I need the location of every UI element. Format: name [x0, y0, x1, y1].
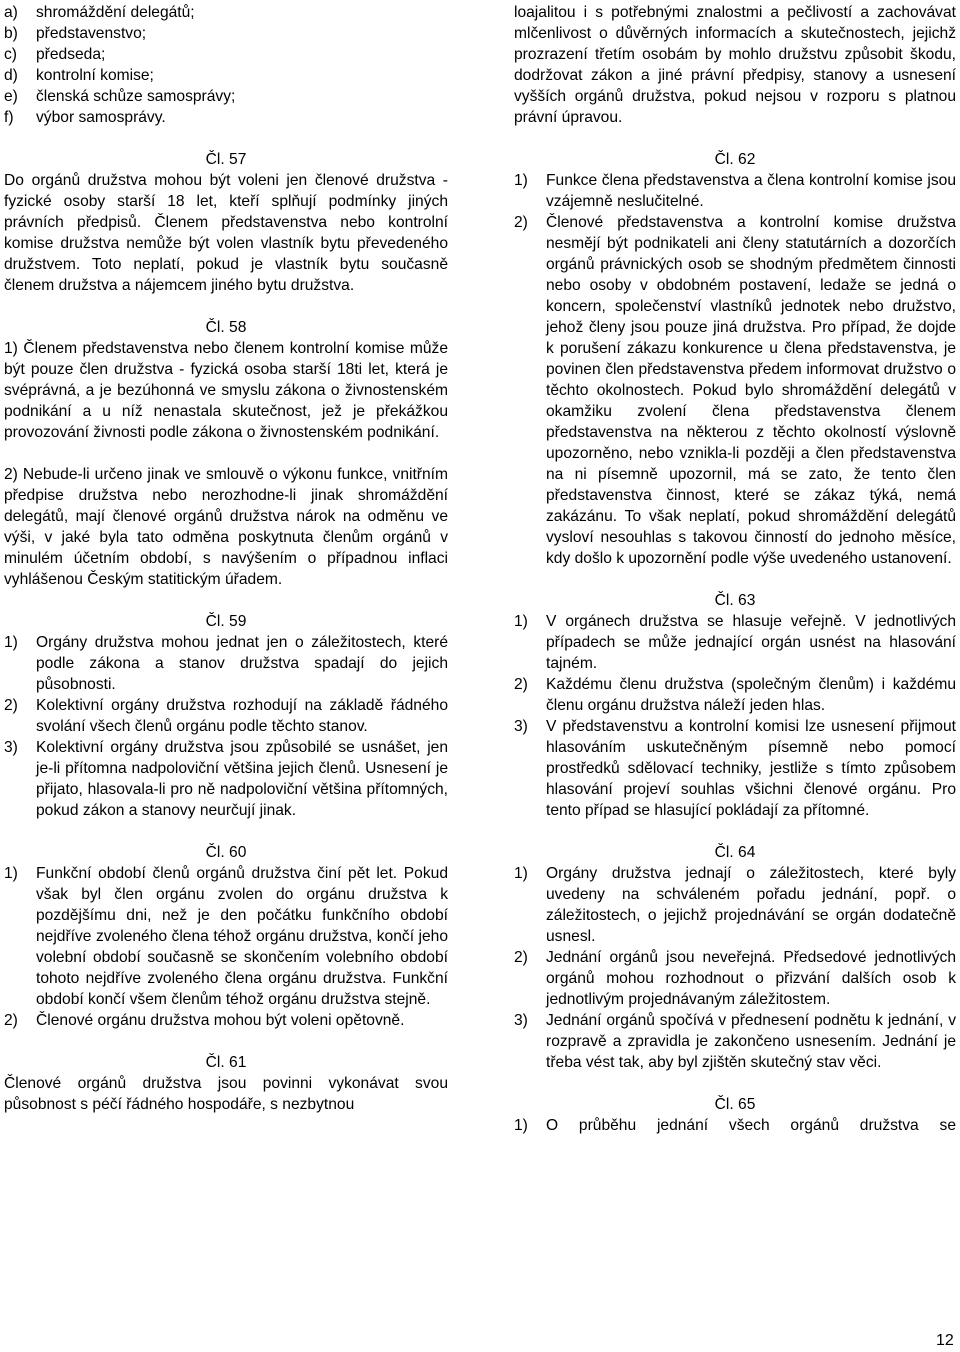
article-62-heading: Čl. 62	[714, 151, 756, 168]
page-number: 12	[936, 1332, 954, 1349]
list-item: 3) Jednání orgánů spočívá v přednesení podnětu k jednání, v rozpravě a zpravidla je zakončeno usnesením. Jednání je třeba vést tak, aby byl zjištěn skutečný stav věci.	[514, 1012, 956, 1071]
list-item: 1) Funkce člena představenstva a člena kontrolní komise jsou vzájemně neslučitelné.	[514, 172, 956, 210]
list-item: 1) Funkční období členů orgánů družstva činí pět let. Pokud však byl člen orgánu zvolen do orgánu družstva k pozdějšímu dni, než je den počátku funkčního období nejdříve zvoleného člena téhož orgánu družstva, končí jeho volební období současně se skončením volebního období tohoto nejdříve zvoleného člena orgánu družstva. Funkční období končí všem členům téhož orgánu družstva stejně.	[4, 865, 448, 1008]
article-64-heading: Čl. 64	[714, 844, 756, 861]
list-item: 2) Jednání orgánů jsou neveřejná. Předsedové jednotlivých orgánů mohou rozhodnout o přizvání dalších osob k jednotlivým projednávaným záležitostem.	[514, 949, 956, 1008]
article-58-para-1: 1) Členem představenstva nebo členem kontrolní komise může být pouze člen družstva - fyzická osoba starší 18ti let, která je svéprávná, a je bezúhonná ve smyslu zákona o živnostenském podnikání a u níž nenastala skutečnost, jež je překážkou provozování živnosti podle zákona o živnostenském podnikání.	[4, 340, 448, 441]
list-item: 2) Každému členu družstva (společným členům) i každému členu orgánu družstva náleží jeden hlas.	[514, 676, 956, 714]
list-item: 1) Orgány družstva jednají o záležitostech, které byly uvedeny na schváleném pořadu jednání, popř. o záležitostech, o jejichž projednávání se orgán dodatečně usnesl.	[514, 865, 956, 945]
list-item: f) výbor samosprávy.	[4, 109, 166, 126]
article-58-heading: Čl. 58	[205, 319, 247, 336]
article-61-continuation: loajalitou i s potřebnými znalostmi a pečlivostí a zachovávat mlčenlivost o důvěrných informacích a skutečnostech, jejichž prozrazení třetím osobám by mohlo družstvu způsobit škodu, dodržovat zákon a jiné právní předpisy, stanovy a usnesení vyšších orgánů družstva, pokud nejsou v rozporu s platnou právní úpravou.	[514, 4, 956, 126]
list-item: 1) Orgány družstva mohou jednat jen o záležitostech, které podle zákona a stanov družstva spadají do jejich působnosti.	[4, 634, 448, 693]
list-item: 2) Kolektivní orgány družstva rozhodují na základě řádného svolání všech členů orgánu podle těchto stanov.	[4, 697, 448, 735]
article-57-text: Do orgánů družstva mohou být voleni jen členové družstva - fyzické osoby starší 18 let, kteří splňují podmínky jiných právních předpisů. Členem představenstva nebo kontrolní komise družstva nemůže být volen vlastník bytu převedeného družstvem. Toto neplatí, pokud je vlastník bytu současně členem družstva a nájemcem jiného bytu družstva.	[4, 172, 448, 294]
left-column	[4, 2, 448, 1115]
list-item: 1) O průběhu jednání všech orgánů družstva se	[514, 1117, 956, 1134]
list-item: e) členská schůze samosprávy;	[4, 88, 236, 105]
list-item: 2) Členové orgánu družstva mohou být voleni opětovně.	[4, 1012, 405, 1029]
right-column	[514, 2, 956, 1136]
article-61-heading: Čl. 61	[205, 1054, 247, 1071]
list-item: 3) Kolektivní orgány družstva jsou způsobilé se usnášet, jen je-li přítomna nadpoloviční většina jejich členů. Usnesení je přijato, hlasovala-li pro ně nadpoloviční většina přítomných, pokud zákon a stanovy neurčují jinak.	[4, 739, 448, 819]
list-item: d) kontrolní komise;	[4, 67, 154, 84]
article-61-text: Členové orgánů družstva jsou povinni vykonávat svou působnost s péčí řádného hospodáře, s nezbytnou	[4, 1075, 448, 1113]
list-item: 3) V představenstvu a kontrolní komisi lze usnesení přijmout hlasováním uskutečněným písemně nebo pomocí prostředků sdělovací techniky, jestliže s tímto způsobem hlasování projeví souhlas všichni členové orgánu. Pro tento případ se hlasující pokládají za přítomné.	[514, 718, 956, 819]
list-item: b) představenstvo;	[4, 25, 147, 42]
list-item: c) předseda;	[4, 46, 106, 63]
list-item: 1) V orgánech družstva se hlasuje veřejně. V jednotlivých případech se může jednající orgán usnést na hlasování tajném.	[514, 613, 956, 672]
list-item: 2) Členové představenstva a kontrolní komise družstva nesmějí být podnikateli ani členy statutárních a dozorčích orgánů právnických osob se shodným předmětem činnosti nebo osoby v obdobném postavení, ledaže se jedná o koncern, společenství vlastníků jednotek nebo družstvo, jehož členy jsou pouze jiná družstva. Pro případ, že dojde k porušení zákazu konkurence u člena představenstva, je povinen člen představenstva předem informovat družstvo o těchto okolnostech. Pokud bylo shromáždění delegátů v okamžiku zvolení člena představenstva členem představenstva na některou z těchto okolností výslovně upozorněno, nebo vznikla-li později a člen představenstva na ni písemně upozornil, má se zato, že tento člen představenstva činnost, které se zákaz týká, nemá zakázánu. To však neplatí, pokud shromáždění delegátů vysloví nesouhlas s takovou činností do jednoho měsíce, kdy došlo k upozornění podle výše uvedeného ustanovení.	[514, 214, 956, 567]
list-item: a) shromáždění delegátů;	[4, 4, 195, 21]
organ-list	[4, 2, 448, 128]
article-65-heading: Čl. 65	[714, 1096, 756, 1113]
article-57-heading: Čl. 57	[205, 151, 247, 168]
article-59-heading: Čl. 59	[205, 613, 247, 630]
article-58-para-2: 2) Nebude-li určeno jinak ve smlouvě o výkonu funkce, vnitřním předpise družstva nebo nerozhodne-li jinak shromáždění delegátů, mají členové orgánů družstva nárok na odměnu ve výši, v jaké byla tato odměna poskytnuta členům orgánů v minulém účetním období, s navýšením o případnou inflaci vyhlášenou Českým statitickým úřadem.	[4, 466, 448, 588]
article-60-heading: Čl. 60	[205, 844, 247, 861]
article-63-heading: Čl. 63	[714, 592, 756, 609]
